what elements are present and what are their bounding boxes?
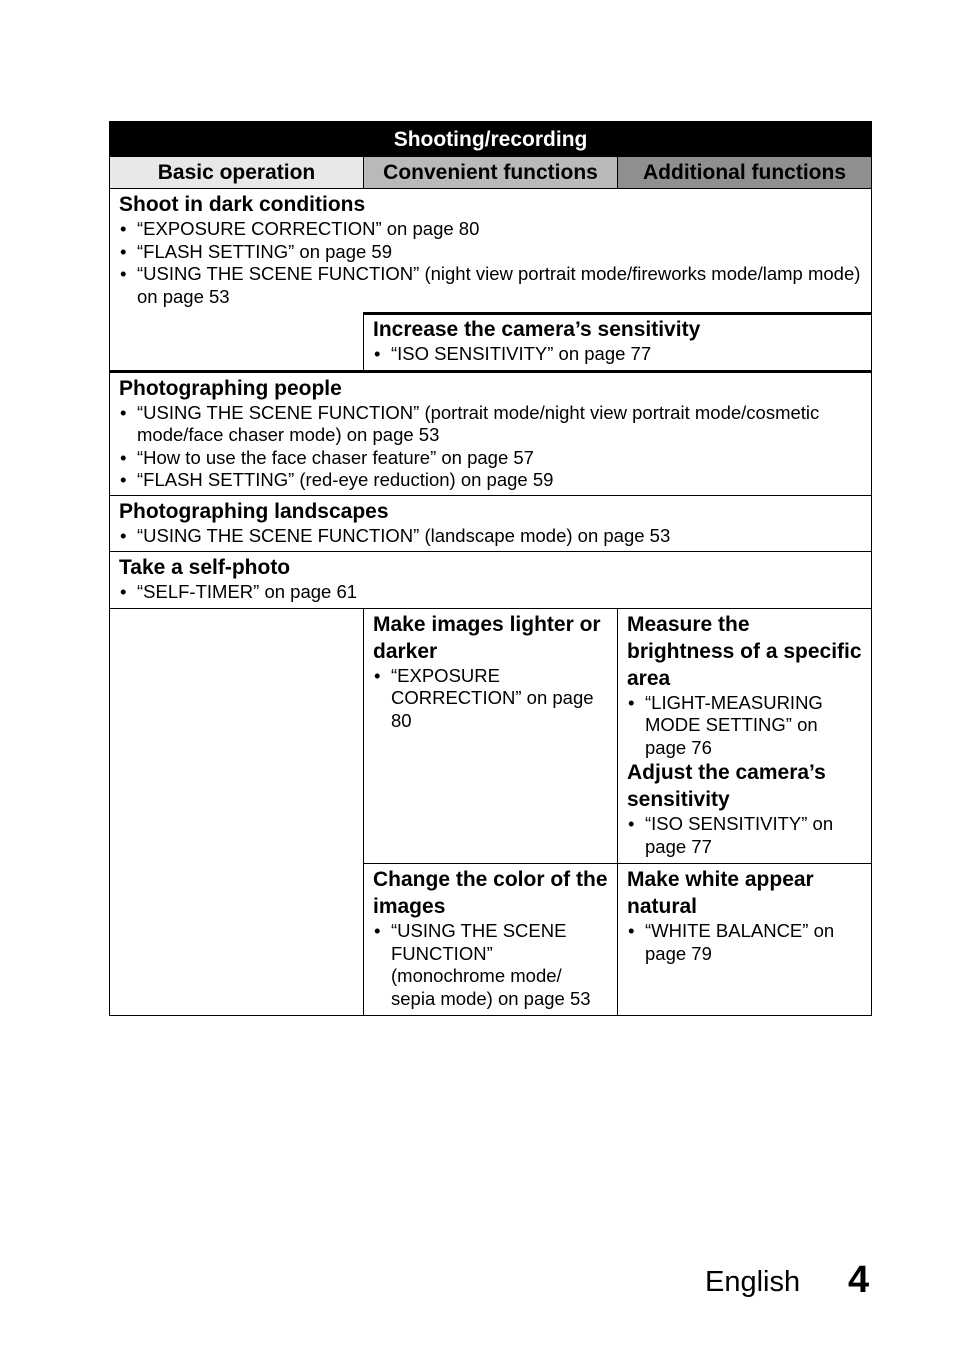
list-item: • “EXPOSURE CORRECTION” on page 80 xyxy=(119,218,862,241)
list-item: • “LIGHT-MEASURING MODE SETTING” on page 76 xyxy=(627,692,862,760)
empty-cell xyxy=(110,608,364,1016)
section-heading-adjust-sensitivity: Adjust the camera’s sensitivity xyxy=(627,761,826,811)
section-heading: Make white appear natural xyxy=(627,868,814,918)
list-item: • “ISO SENSITIVITY” on page 77 xyxy=(627,813,862,858)
reference-list xyxy=(373,665,608,733)
list-item: • “USING THE SCENE FUNCTION” (monochrome mode/ sepia mode) on page 53 xyxy=(373,920,608,1010)
list-item: • “EXPOSURE CORRECTION” on page 80 xyxy=(373,665,608,733)
section-self-photo xyxy=(110,552,872,609)
list-item: • “WHITE BALANCE” on page 79 xyxy=(627,920,862,965)
table-title: Shooting/recording xyxy=(110,122,872,157)
reference-list xyxy=(627,692,862,760)
reference-list xyxy=(627,813,862,858)
reference-list xyxy=(627,920,862,965)
section-photographing-people xyxy=(110,371,872,495)
list-item: • “USING THE SCENE FUNCTION” (portrait mode/night view portrait mode/cosmetic mode/face chaser mode) on page 53 xyxy=(119,402,862,447)
list-item: • “FLASH SETTING” on page 59 xyxy=(119,241,862,264)
section-heading: Measure the brightness of a specific area xyxy=(627,612,862,690)
page-number: 4 xyxy=(848,1259,870,1301)
list-item: • “How to use the face chaser feature” on page 57 xyxy=(119,447,862,470)
list-item: • “FLASH SETTING” (red-eye reduction) on page 59 xyxy=(119,469,862,492)
section-heading: Take a self-photo xyxy=(119,556,291,579)
section-heading: Increase the camera’s sensitivity xyxy=(373,318,701,341)
section-increase-sensitivity xyxy=(364,314,872,372)
function-guide-table xyxy=(109,121,872,1016)
list-item: • “USING THE SCENE FUNCTION” (landscape mode) on page 53 xyxy=(119,525,862,548)
section-white-balance xyxy=(618,864,872,1016)
reference-list xyxy=(373,343,862,366)
section-heading: Change the color of the images xyxy=(373,868,608,918)
section-heading: Photographing people xyxy=(119,376,342,400)
reference-list xyxy=(119,581,862,604)
section-photographing-landscapes xyxy=(110,495,872,552)
reference-list xyxy=(373,920,608,1010)
empty-cell xyxy=(110,314,364,372)
list-item: • “ISO SENSITIVITY” on page 77 xyxy=(373,343,862,366)
section-lighter-darker xyxy=(364,608,618,864)
column-header-basic: Basic operation xyxy=(110,157,364,189)
reference-list xyxy=(119,402,862,492)
section-heading: Make images lighter or darker xyxy=(373,612,601,663)
list-item: • “USING THE SCENE FUNCTION” (night view portrait mode/fireworks mode/lamp mode) on page 53 xyxy=(119,263,862,308)
column-header-convenient: Convenient functions xyxy=(364,157,618,189)
column-header-additional: Additional functions xyxy=(618,157,872,189)
section-heading: Shoot in dark conditions xyxy=(119,193,366,216)
section-heading: Photographing landscapes xyxy=(119,499,389,523)
reference-list xyxy=(119,525,862,548)
section-measure-brightness xyxy=(618,608,872,864)
footer-language: English xyxy=(705,1266,801,1298)
section-dark-conditions xyxy=(110,189,872,314)
reference-list xyxy=(119,218,862,308)
list-item: • “SELF-TIMER” on page 61 xyxy=(119,581,862,604)
section-change-color xyxy=(364,864,618,1016)
